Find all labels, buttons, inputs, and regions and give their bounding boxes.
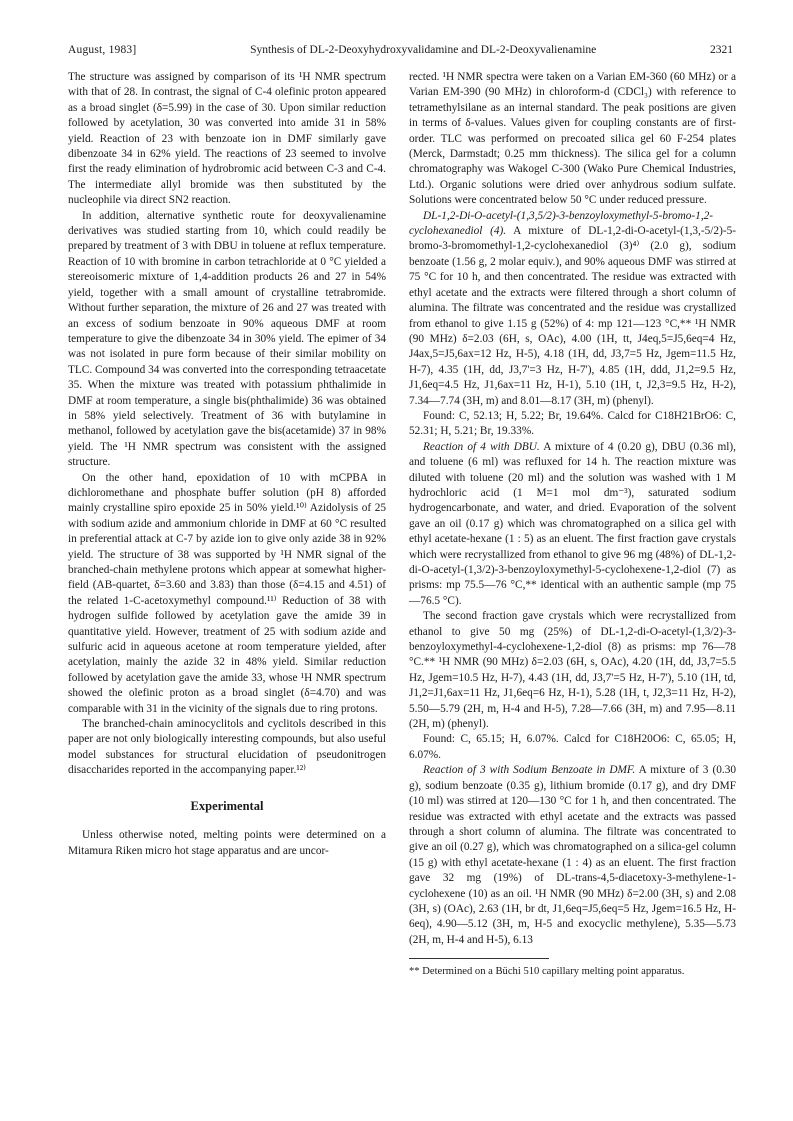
procedure-paragraph bbox=[409, 763, 736, 948]
paragraph: Unless otherwise noted, melting points were determined on a Mitamura Riken micro hot stage apparatus and are uncor- bbox=[68, 829, 386, 857]
procedure-paragraph: The second fraction gave crystals which were recrystallized from ethanol to give 50 mg (25%) of DL-1,2-di-O-acetyl-(1,3/2)-3-benzoyloxymethyl-4-cyclohexene-1,2-diol (8) as prisms: mp 76—78 °C.** ¹H NMR (90 MHz) δ=2.03 (6H, s, OAc), 4.20 (1H, dd, J3,7=5.5 Hz, Jgem=10.5 Hz, H-7), 4.43 (1H, dd, J3,7'=5 Hz, H-7'), 5.10 (1H, td, J1,2=J1,6ax=11 Hz, J1,6eq=6 Hz, H-1), 5.28 (1H, t, J2,3=11 Hz, H-2), 5.50—5.79 (2H, m, H-4 and H-5), 7.28—7.66 (3H, m) and 7.95—8.11 (2H, m) (phenyl). bbox=[409, 610, 736, 731]
running-header bbox=[68, 44, 733, 60]
procedure-heading: Reaction of 4 with DBU. bbox=[423, 440, 540, 453]
procedure-paragraph bbox=[409, 440, 736, 609]
paragraph: The structure was assigned by comparison of its ¹H NMR spectrum with that of 28. In contrast, the signal of C-4 olefinic proton appeared as a broad singlet (δ=5.99) in the case of 30. Upon similar reduction followed by acetylation, 30 was converted into amide 31 in 58% yield. Reaction of 23 with benzoate ion in DMF similarly gave dibenzoate 34 in 62% yield. The reactions of 23 seemed to involve first the ready elimination of hydrobromic acid between C-3 and C-4. The intermediate allyl bromide was then substituted by the nucleophile via direct SN2 reaction. bbox=[68, 71, 386, 207]
paragraph: On the other hand, epoxidation of 10 with mCPBA in dichloromethane and phosphate buffer solution (pH 8) afforded mainly crystalline spiro epoxide 25 in 50% yield.¹⁰⁾ Azidolysis of 25 with sodium azide and ammonium chloride in DMF at 60 °C resulted in preferential attack at C-7 by azide ion to give only azide 38 in 92% yield. The structure of 38 was supported by ¹H NMR signal of the branched-chain methylene protons which appear at somewhat higher-field (AB-quartet, δ=3.60 and 3.83) than those (δ=4.15 and 4.51) of the related 1-C-acetoxymethyl compound.¹¹⁾ Reduction of 38 with hydrogen sulfide followed by acetylation gave the amide 39 in quantitative yield. However, treatment of 25 with sodium azide and sulfuric acid in aqueous acetone at room temperature yielded, after acetylation, mainly the azide 32 in 48% yield. Similar reduction followed by acetylation gave the amide 33, whose ¹H NMR spectrum showed the olefinic proton as a broad singlet (δ=4.70) and was comparable with 31 in the vicinity of the signals due to ring protons. bbox=[68, 471, 386, 715]
journal-date: August, 1983] bbox=[68, 44, 137, 56]
procedure-body: A mixture of 3 (0.30 g), sodium benzoate (0.35 g), lithium bromide (0.17 g), and dry DMF (10 ml) was stirred at 120—130 °C for 1 h, and then concentrated. The residue was extracted with ethyl acetate and the extracts was passed through a short column of alumina. The filtrate was concentrated to give an oil (0.27 g), which was chromatographed on a silica-gel column (15 g) with ethyl acetate-hexane (1 : 4) as an eluent. The first fraction gave 32 mg (19%) of DL-trans-4,5-diacetoxy-3-methylene-1-cyclohexene (10) as an oil. ¹H NMR (90 MHz) δ=2.00 (3H, s) and 2.08 (3H, s) (OAc), 2.63 (1H, br dt, J1,6eq=J5,6eq=5 Hz, Jgem=16.5 Hz, H-6eq), 4.90—5.12 (3H, m, H-5 and exocyclic methylene), 5.35—5.73 (2H, m, H-4 and H-5), 6.13 bbox=[409, 764, 737, 946]
procedure-heading: DL-1,2-Di-O-acetyl-(1,3,5/2)-3-benzoyloxymethyl-5-bromo-1,2-cyclohexanediol (4). bbox=[409, 209, 714, 238]
section-heading-experimental: Experimental bbox=[190, 798, 264, 813]
footnote: ** Determined on a Büchi 510 capillary melting point apparatus. bbox=[409, 966, 685, 978]
left-column bbox=[68, 70, 386, 859]
page-number: 2321 bbox=[709, 44, 733, 56]
analysis-line: Found: C, 52.13; H, 5.22; Br, 19.64%. Calcd for C18H21BrO6: C, 52.31; H, 5.21; Br, 19.33%. bbox=[409, 409, 736, 438]
running-title: Synthesis of DL-2-Deoxyhydroxyvalidamine and DL-2-Deoxyvalienamine bbox=[250, 44, 597, 56]
paragraph: In addition, alternative synthetic route for deoxyvalienamine derivatives was studied starting from 10, which could readily be prepared by treatment of 3 with DBU in toluene at reflux temperature. Reaction of 10 with bromine in carbon tetrachloride at 0 °C yielded a stereoisomeric mixture of 1,4-addition products 26 and 27 in 54% yield, together with a small amount of crystalline tetrabromide. Without further separation, the mixture of 26 and 27 was treated with an excess of sodium benzoate in 90% aqueous DMF at room temperature to give the dibenzoate 34 in 30% yield. The epimer of 34 was not isolated in pure form because of their similar mobility on TLC. Compound 34 was converted into the corresponding tetraacetate 35. When the mixture was treated with potassium phthalimide in DMF at room temperature, a single bis(phthalimide) 36 was obtained in 58% yield selectively. Treatment of 36 with butylamine in methanol, followed by acetylation gave the bis(acetamide) 37 in 98% yield. The ¹H NMR spectrum was consistent with the assigned structure. bbox=[68, 209, 386, 469]
right-column bbox=[409, 70, 736, 979]
procedure-paragraph bbox=[409, 209, 736, 409]
footnote-divider bbox=[409, 958, 549, 959]
procedure-body: A mixture of DL-1,2-di-O-acetyl-(1,3,-5/2)-5-bromo-3-bromomethyl-1,2-cyclohexanediol (3)⁴⁾ (2.0 g), sodium benzoate (1.56 g, 2 molar equiv.), and 90% aqueous DMF was stirred at 75 °C for 10 h, and then concentrated. The residue was extracted with ethyl acetate and the extracts were filtered through a short column of alumina. The filtrate was concentrated and the residue was crystallized from ethanol to give 1.15 g (52%) of 4: mp 121—123 °C,** ¹H NMR (90 MHz) δ=2.03 (6H, s, OAc), 4.00 (1H, tt, J4eq,5=J5,6eq=4 Hz, J4ax,5=J5,6ax=12 Hz, H-5), 4.18 (1H, dd, J3,7=5 Hz, Jgem=11.5 Hz, H-7), 4.35 (1H, dd, J3,7'=3 Hz, H-7'), 4.85 (1H, ddd, J1,2=9.5 Hz, J1,6eq=4.5 Hz, J1,6ax=11 Hz, H-1), 5.10 (1H, t, J2,3=9.5 Hz, H-2), 7.34—7.74 (3H, m) and 8.01—8.17 (3H, m) (phenyl). bbox=[409, 225, 736, 407]
paragraph: The branched-chain aminocyclitols and cyclitols described in this paper are not only biologically interesting compounds, but also useful model substances for structural elucidation of pseudonitrogen disaccharides reported in the accompanying paper.¹²⁾ bbox=[68, 718, 386, 777]
procedure-heading: Reaction of 3 with Sodium Benzoate in DMF. bbox=[423, 764, 636, 777]
procedure-body: A mixture of 4 (0.20 g), DBU (0.36 ml), and toluene (6 ml) was refluxed for 14 h. The reaction mixture was diluted with toluene (20 ml) and the solution was washed with 1 M hydrochloric acid (1 M=1 mol dm⁻³), saturated sodium hydrogencarbonate, and water, and dried. Evaporation of the solvent gave an oil (0.17 g) which was chromatographed on a silica gel with ethyl acetate-hexane (1 : 5) as an eluent. The first fraction gave crystals which were recrystallized from ethanol to give 96 mg (48%) of DL-1,2-di-O-acetyl-(1,3/2)-3-benzoyloxymethyl-5-cyclohexene-1,2-diol (7) as prisms: mp 75.5—76 °C,** identical with an authentic sample (mp 75—76.5 °C). bbox=[409, 440, 736, 607]
analysis-line: Found: C, 65.15; H, 6.07%. Calcd for C18H20O6: C, 65.05; H, 6.07%. bbox=[409, 733, 736, 761]
paragraph: rected. ¹H NMR spectra were taken on a Varian EM-360 (60 MHz) or a Varian EM-390 (90 MHz) in chloroform-d (CDCl₃) with reference to tetramethylsilane as an internal standard. The peak positions are given in terms of δ-values. Values given for coupling constants are of first-order. TLC was performed on precoated silica gel 60 F-254 plates (Merck, Darmstadt; 0.25 mm thickness). The silica gel for a column chromatography was Wakogel C-300 (Wako Pure Chemical Industries, Ltd.). Organic solutions were dried over anhydrous sodium sulfate. Solutions were concentrated below 50 °C under reduced pressure. bbox=[409, 71, 736, 207]
